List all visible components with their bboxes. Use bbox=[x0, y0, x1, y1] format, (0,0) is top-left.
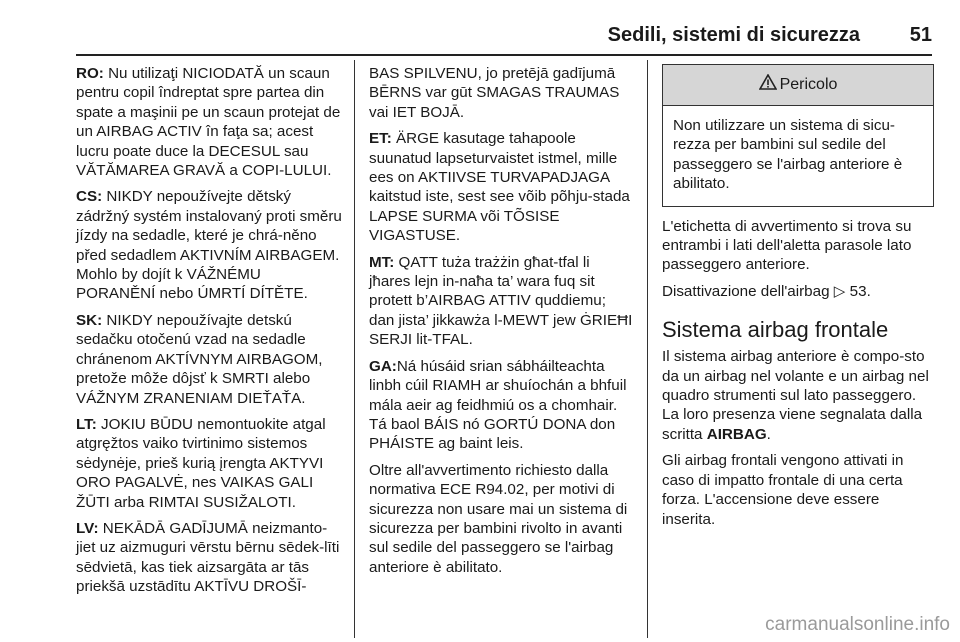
danger-box-header bbox=[663, 65, 933, 106]
warning-paragraph-lv: LV: NEKĀDĀ GADĪJUMĀ neizmanto-jiet uz aizmuguri vērstu bērnu sēdek-līti sēdvietā, kas tiek aizsargāta ar tās priekšā uzstādītu AKTĪVU DROŠĪ- bbox=[76, 519, 340, 596]
column-right bbox=[662, 64, 934, 536]
warning-paragraph-ga: GA:Ná húsáid srian sábháilteachta linbh cúil RIAMH ar shuíochán a bhfuil mála aeir ag feidhmiú os a chomhair. Tá baol BÁIS nó GORTÚ DONA don PHÁISTE ag baint leis. bbox=[369, 357, 627, 453]
column-middle bbox=[369, 64, 633, 584]
warning-paragraph-et: ET: ÄRGE kasutage tahapoole suunatud lapseturvaistet istmel, mille ees on AKTIIVSE TURVAPADJAGA kaitstud iste, sest see võib põhju-stada LAPSE SURMA või TÕSISE VIGASTUSE. bbox=[369, 130, 630, 245]
chapter-reference-icon: ▷ bbox=[833, 282, 846, 300]
section-title: Sedili, sistemi di sicurezza bbox=[607, 24, 860, 46]
page-header bbox=[76, 24, 932, 52]
column-left bbox=[76, 64, 342, 604]
body-paragraph: Il sistema airbag anteriore è compo-sto da un airbag nel volante e un airbag nel quadro strumenti sul lato passeggero. La loro presenza viene segnalata dalla scritta AIRBAG. bbox=[662, 348, 929, 443]
warning-paragraph-lv-cont: BAS SPILVENU, jo pretējā gadījumā BĒRNS var gūt SMAGAS TRAUMAS vai IET BOJĀ. bbox=[369, 65, 620, 121]
cross-reference: Disattivazione dell'airbag ▷ 53. bbox=[662, 282, 871, 300]
warning-paragraph-cs: CS: NIKDY nepoužívejte dětský zádržný systém instalovaný proti směru jízdy na sedadle, které je chrá-něno před sedadlem AKTIVNÍM AIRBAGEM. Mohlo by dojít k VÁŽNÉMU PORANĚNÍ nebo ÚMRTÍ DÍTĚTE. bbox=[76, 188, 342, 303]
header-divider bbox=[76, 54, 932, 56]
warning-paragraph-mt: MT: QATT tuża trażżin għat-tfal li jħares lejn in-naħa ta’ wara fuq sit protett b’AIRBAG ATTIV quddiemu; dan jista’ jikkawża l-MEWT jew ĠRIEĦI SERJI lit-TFAL. bbox=[369, 253, 633, 349]
body-paragraph: Gli airbag frontali vengono attivati in caso di impatto frontale di una certa forza. L'accensione deve essere inserita. bbox=[662, 452, 904, 528]
warning-paragraph-ro: RO: Nu utilizaţi NICIODATĂ un scaun pentru copil îndreptat spre partea din spate a maşinii pe un scaun protejat de un AIRBAG ACTIV în faţa sa; acest lucru poate duce la DECESUL sau VĂTĂMAREA GRAVĂ a COPI-LULUI. bbox=[76, 65, 341, 180]
danger-box bbox=[662, 64, 934, 207]
column-divider bbox=[354, 60, 355, 638]
body-paragraph: L'etichetta di avvertimento si trova su entrambi i lati dell'aletta parasole lato passeggero anteriore. bbox=[662, 217, 912, 274]
warning-paragraph-lt: LT: JOKIU BŪDU nemontuokite atgal atgręžtos vaiko tvirtinimo sistemos sėdynėje, prieš kurią įrengta AKTYVI ORO PAGALVĖ, nes VAIKAS GALI ŽŪTI arba RIMTAI SUSIŽALOTI. bbox=[76, 415, 326, 511]
body-paragraph: Oltre all'avvertimento richiesto dalla normativa ECE R94.02, per motivi di sicurezza non usare mai un sistema di sicurezza per bambini rivolto in avanti sul sedile del passeggero se l'airbag anteriore è abilitato. bbox=[369, 461, 628, 576]
warning-paragraph-sk: SK: NIKDY nepoužívajte detskú sedačku otočenú vzad na sedadle chránenom AKTÍVNYM AIRBAGOM, pretože môže dôjsť k SMRTI alebo VÁŽNYM ZRANENIAM DIEŤAŤA. bbox=[76, 311, 323, 407]
section-heading: Sistema airbag frontale bbox=[662, 317, 889, 343]
page-number: 51 bbox=[909, 24, 932, 46]
danger-box-title: Pericolo bbox=[779, 76, 838, 94]
column-divider bbox=[647, 60, 648, 638]
danger-box-text: Non utilizzare un sistema di sicu-rezza per bambini sul sedile del passeggero se l'airbag anteriore è abilitato. bbox=[673, 117, 903, 193]
watermark: carmanualsonline.info bbox=[765, 614, 950, 635]
warning-triangle-icon bbox=[759, 74, 777, 95]
